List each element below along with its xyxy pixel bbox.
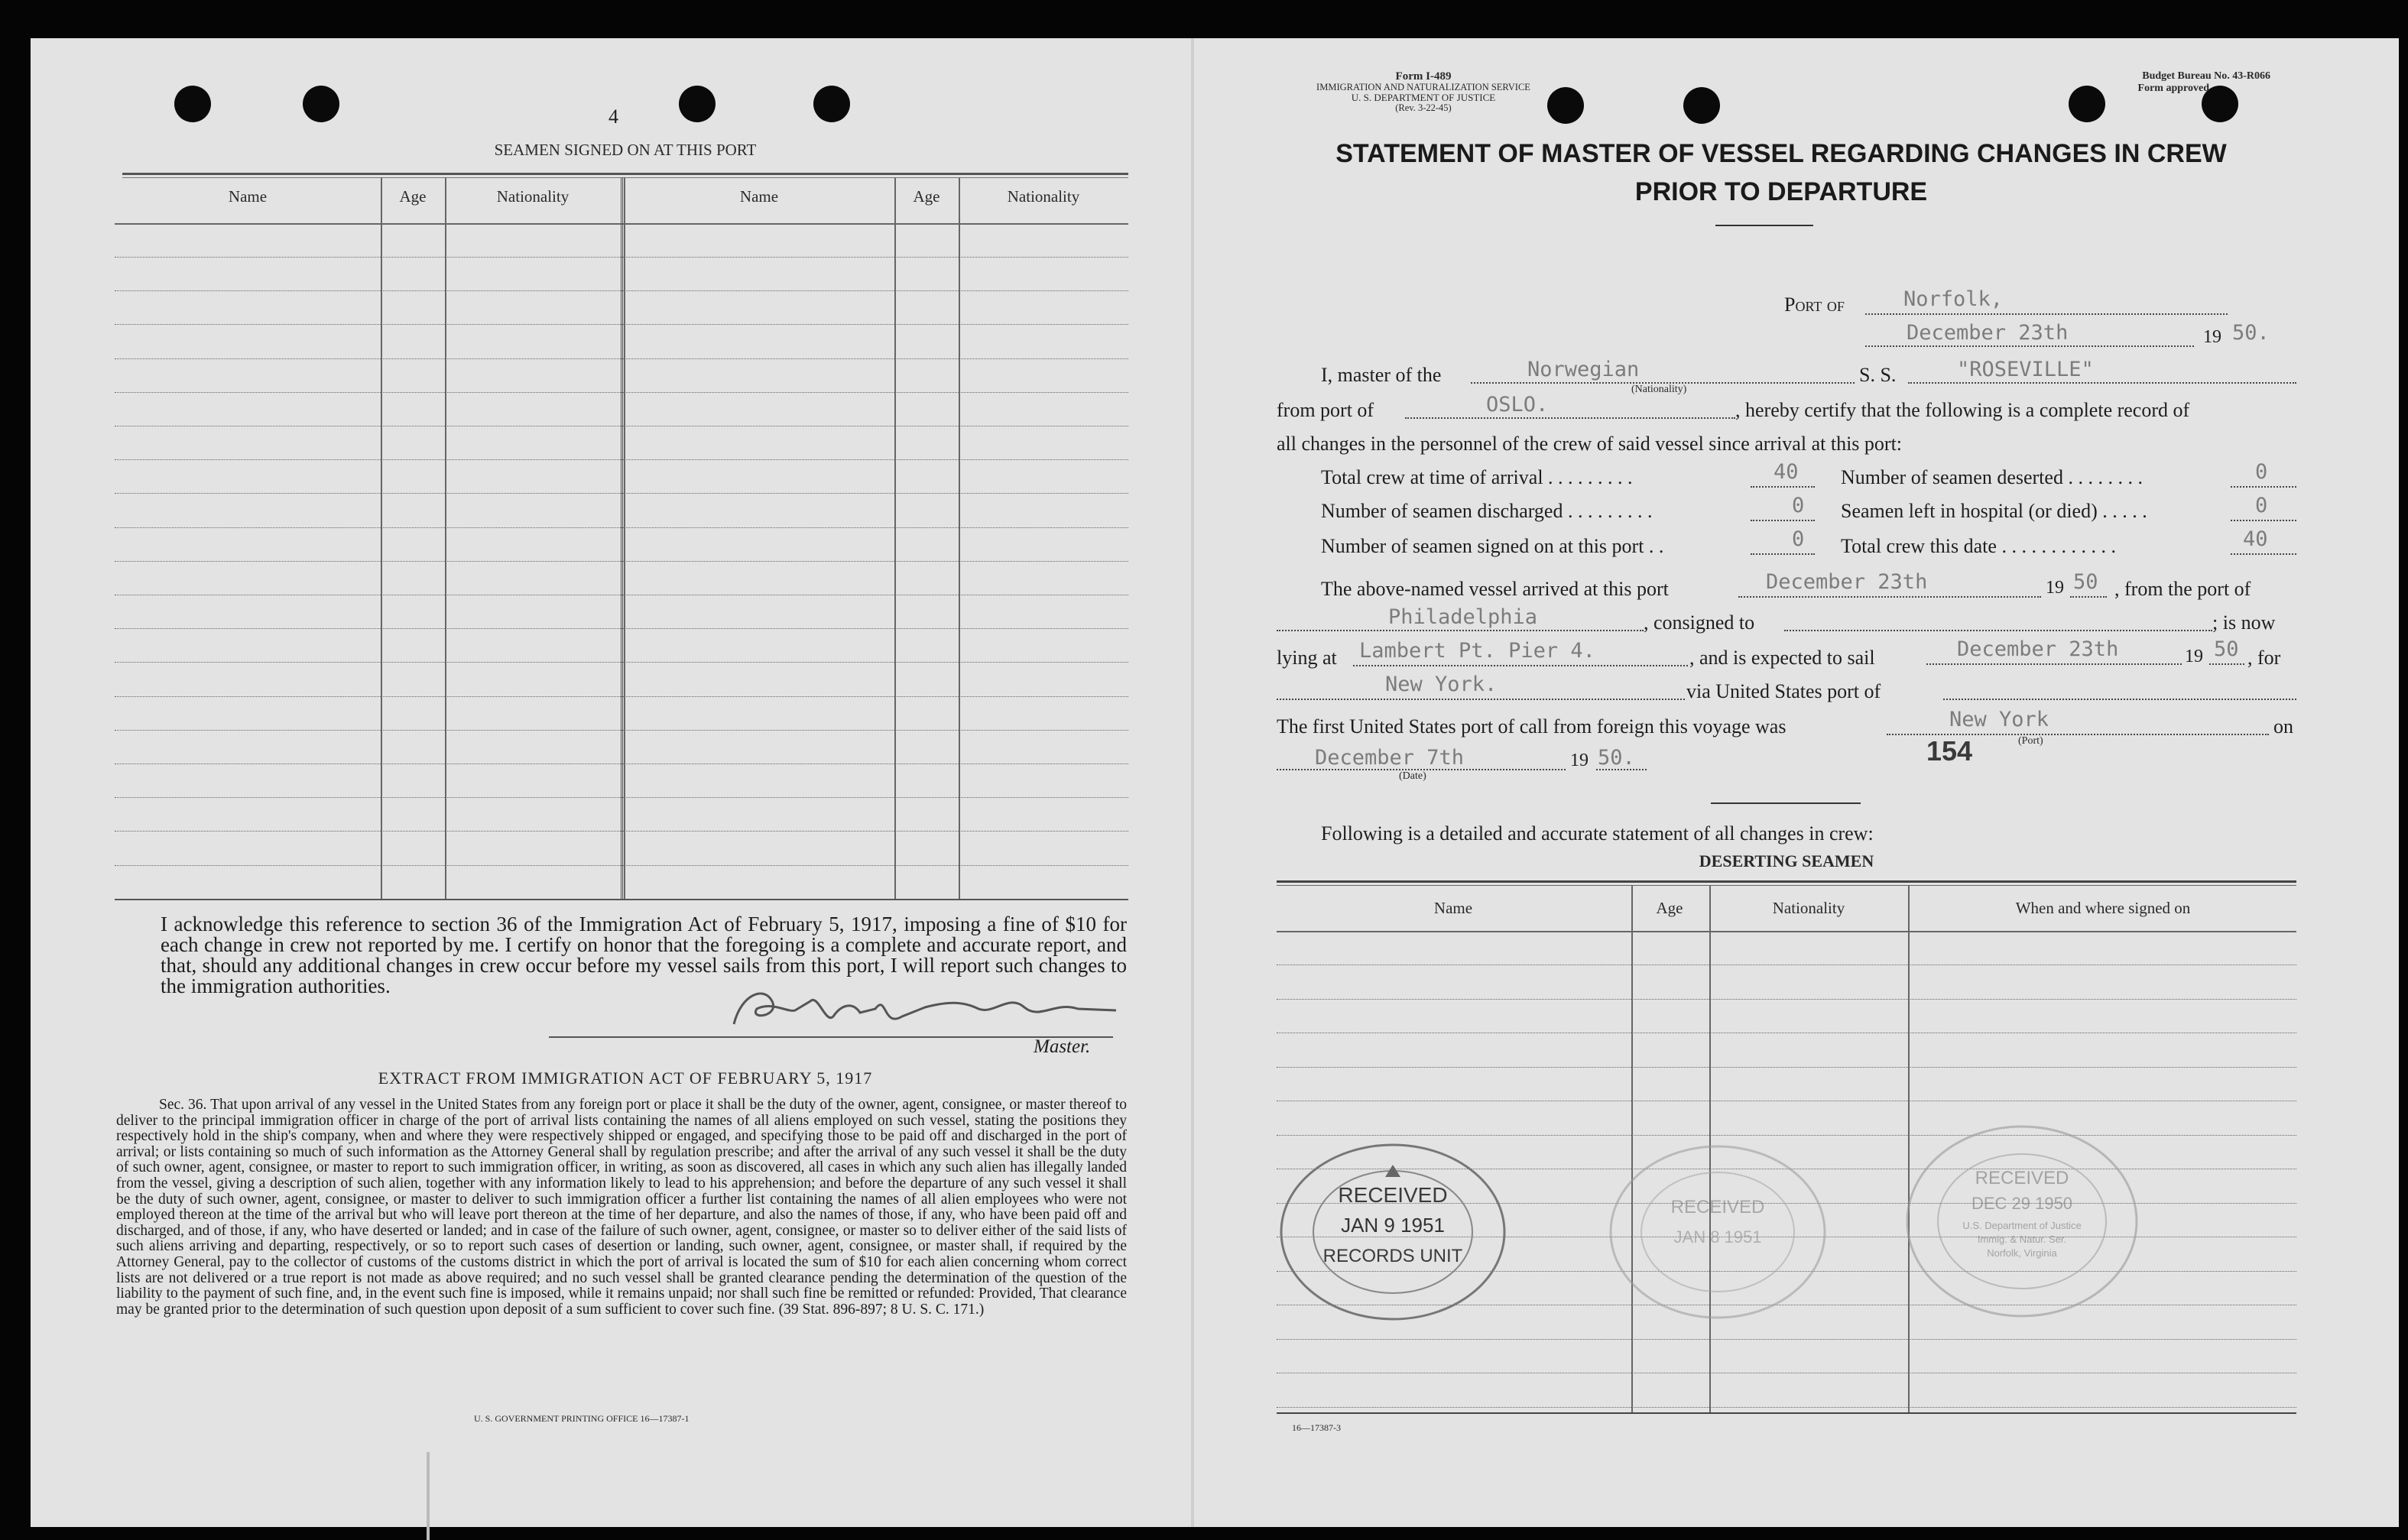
consigned-label: , consigned to <box>1644 611 1755 634</box>
table-row-line <box>115 257 1128 258</box>
signed-on-label: Number of seamen signed on at this port . . <box>1321 535 1664 557</box>
table-row-line <box>115 290 1128 291</box>
year-value: 50. <box>2232 321 2270 345</box>
agency-line2: U. S. DEPARTMENT OF JUSTICE <box>1351 92 1496 103</box>
first-port-label: The first United States port of call from foreign this voyage was <box>1277 715 1787 738</box>
form-approval: Form approved <box>2137 83 2209 94</box>
form-number: Form I-489 <box>1395 70 1452 83</box>
table-row-line <box>115 797 1128 798</box>
sail-year-prefix: 19 <box>2185 647 2203 666</box>
extract-title: EXTRACT FROM IMMIGRATION ACT OF FEBRUARY 5, 1917 <box>378 1068 873 1088</box>
expected-label: , and is expected to sail <box>1689 647 1875 669</box>
table-row-line <box>115 358 1128 359</box>
desert-col-name: Name <box>1433 899 1473 917</box>
hospital-value: 0 <box>2255 494 2268 517</box>
table-row-line <box>1277 1135 2296 1136</box>
first-port-value: New York <box>1949 708 2049 731</box>
for-label: , for <box>2247 647 2281 669</box>
table-row-line <box>115 459 1128 460</box>
punch-hole <box>174 86 211 122</box>
nationality-caption: (Nationality) <box>1631 384 1687 395</box>
table-row-line <box>115 392 1128 393</box>
signed-on-value: 0 <box>1792 527 1805 551</box>
desert-col-age: Age <box>1656 899 1683 917</box>
is-now-label: ; is now <box>2212 611 2276 634</box>
table-row-line <box>115 730 1128 731</box>
lying-value: Lambert Pt. Pier 4. <box>1359 639 1595 663</box>
table-row-line <box>115 696 1128 697</box>
agency-line1: IMMIGRATION AND NATURALIZATION SERVICE <box>1316 82 1530 92</box>
total-crew-date-label: Total crew this date . . . . . . . . . . . . <box>1841 535 2116 557</box>
revision: (Rev. 3-22-45) <box>1395 102 1452 113</box>
punch-hole <box>813 86 850 122</box>
received-stamp-norfolk <box>1903 1122 2140 1321</box>
table-row-line <box>115 865 1128 866</box>
via-label: via United States port of <box>1686 680 1881 702</box>
total-crew-date-value: 40 <box>2243 527 2268 551</box>
left-printer-line: U. S. GOVERNMENT PRINTING OFFICE 16—17387-1 <box>474 1413 690 1424</box>
arrived-year-prefix: 19 <box>2046 578 2064 598</box>
arrived-date: December 23th <box>1766 570 1928 594</box>
stamp3-line1: U.S. Department of Justice <box>1962 1220 2082 1231</box>
first-port-year: 50. <box>1598 746 1635 770</box>
date-caption: (Date) <box>1399 770 1426 782</box>
col-header-age: Age <box>913 187 940 206</box>
stamp2-date: JAN 8 1951 <box>1673 1227 1762 1247</box>
date-value: December 23th <box>1907 321 2069 345</box>
col-header-name: Name <box>739 187 779 206</box>
received-stamp-faint <box>1607 1142 1829 1322</box>
destination-value: New York. <box>1385 673 1498 696</box>
port-label: Port of <box>1784 293 1845 316</box>
first-port-year-prefix: 19 <box>1570 751 1589 770</box>
form-title-line2: PRIOR TO DEPARTURE <box>1634 177 1928 206</box>
page-fold <box>1191 38 1194 1527</box>
stamp1-unit: RECORDS UNIT <box>1322 1246 1463 1266</box>
table-row-line <box>115 831 1128 832</box>
table-title: SEAMEN SIGNED ON AT THIS PORT <box>494 141 757 159</box>
sail-date: December 23th <box>1957 637 2119 661</box>
table-row-line <box>115 324 1128 325</box>
master-label: I, master of the <box>1321 364 1442 386</box>
col-header-nationality: Nationality <box>1007 187 1080 206</box>
deserted-label: Number of seamen deserted . . . . . . . . <box>1841 466 2143 488</box>
from-port-of-label: , from the port of <box>2114 578 2251 600</box>
stamp3-title: RECEIVED <box>1975 1168 2069 1188</box>
table-row-line <box>1277 1067 2296 1068</box>
first-port-date: December 7th <box>1315 746 1465 770</box>
stamp3-date: DEC 29 1950 <box>1971 1194 2073 1213</box>
table-row-line <box>1277 1407 2296 1408</box>
port-caption: (Port) <box>2018 735 2043 747</box>
stamp1-date: JAN 9 1951 <box>1341 1214 1445 1237</box>
certify-text: , hereby certify that the following is a complete record of <box>1735 399 2190 421</box>
stamp3-line2: Immig. & Natur. Ser. <box>1977 1234 2067 1245</box>
stamp2-title: RECEIVED <box>1670 1197 1765 1217</box>
ship-name: "ROSEVILLE" <box>1957 358 2094 381</box>
extract-text: Sec. 36. That upon arrival of any vessel in the United States from any foreign port or place it shall be the duty of the owner, agent, consignee, or master thereof to deliver to the principal immigration officer in charge of the port of arrival lists containing the names of all aliens employed on such vessel, stating the positions they respectively hold in the ship's company, when and where they were respectively shipped or engaged, and specifying those to be paid off and discharged in the port of arrival; or lists containing so much of such information as the Attorney General shall by regulation prescribe; and after the arrival of any such vessel it shall be the duty of such owner, agent, consignee, or master to report to such immigration officer, in writing, as soon as discovered, all cases in which any such alien has illegally landed from the vessel, giving a description of such alien, together with any information likely to lead to his apprehension; and before the departure of any such vessel it shall be the duty of such owner, agent, consignee, or master to deliver to such immigration officer a further list containing the names of all alien employees who were not employed thereon at the time of the arrival but who will leave port thereon at the time of her departure, and also the names of those, if any, who have been paid off and discharged, and of those, if any, who have deserted or landed; and in case of the failure of such owner, agent, consignee, or master so to deliver either of the said lists of such aliens arriving and departing, respectively, or so to report such cases of desertion or landing, such owner, agent, consignee, or master shall, if required by the Attorney General, pay to the collector of customs of the customs district in which the port of arrival is located the sum of $10 for each alien concerning whom correct lists are not delivered or a true report is not made as above required; and no such vessel shall be granted clearance pending the determination of the question of the liability to the payment of such fine, and, in the event such fine is imposed, while it remains unpaid; nor shall such fine be remitted or refunded: Provided, That clearance may be granted prior to the determination of such question upon deposit of a sum sufficient to cover such fine. (39 Stat. 896-897; 8 U. S. C. 171.) <box>116 1097 1127 1318</box>
edge-mark <box>427 1452 430 1540</box>
table-row-line <box>115 527 1128 528</box>
form-title-line1: STATEMENT OF MASTER OF VESSEL REGARDING CHANGES IN CREW <box>1335 139 2227 168</box>
punch-hole <box>1683 87 1720 124</box>
year-prefix: 19 <box>2203 327 2221 347</box>
master-label: Master. <box>1034 1036 1091 1057</box>
received-stamp-records-unit <box>1278 1142 1507 1322</box>
arrived-year: 50 <box>2073 570 2098 594</box>
discharged-label: Number of seamen discharged . . . . . . . . . <box>1321 500 1653 522</box>
desert-col-signed-on: When and where signed on <box>2015 899 2191 917</box>
discharged-value: 0 <box>1792 494 1805 517</box>
from-port-of-value: Philadelphia <box>1388 605 1538 629</box>
table-row-line <box>1277 1339 2296 1340</box>
acknowledgment-text: I acknowledge this reference to section 36 of the Immigration Act of February 5, 1917, imposing a fine of $10 for each change in crew not reported by me. I certify on honor that the foregoing is a complete and accurate report, and that, should any additional changes in crew occur before my vessel sails from this port, I will report such changes to the immigration authorities. <box>161 913 1127 997</box>
on-label: on <box>2273 715 2293 738</box>
col-header-age: Age <box>399 187 427 206</box>
nationality-value: Norwegian <box>1527 358 1640 381</box>
punch-hole <box>679 86 716 122</box>
stamp3-line3: Norfolk, Virginia <box>1987 1247 2057 1259</box>
hospital-label: Seamen left in hospital (or died) . . . . . <box>1841 500 2147 522</box>
desert-col-nationality: Nationality <box>1772 899 1845 917</box>
stamp-number: 154 <box>1926 735 1973 767</box>
budget-bureau: Budget Bureau No. 43-R066 <box>2142 70 2270 82</box>
arrived-label: The above-named vessel arrived at this port <box>1321 578 1669 600</box>
deserted-value: 0 <box>2255 460 2268 484</box>
page-number: 4 <box>608 105 618 128</box>
certify-text-2: all changes in the personnel of the crew of said vessel since arrival at this port: <box>1277 433 1903 455</box>
from-port-label: from port of <box>1277 399 1374 421</box>
col-header-nationality: Nationality <box>496 187 570 206</box>
punch-hole <box>303 86 339 122</box>
following-text: Following is a detailed and accurate statement of all changes in crew: <box>1321 822 1874 845</box>
stamp1-title: RECEIVED <box>1338 1183 1448 1207</box>
col-header-name: Name <box>228 187 268 206</box>
total-crew-arrival-label: Total crew at time of arrival . . . . . . . . . <box>1321 466 1633 488</box>
right-printer-line: 16—17387-3 <box>1292 1422 1341 1433</box>
port-value: Norfolk, <box>1903 287 2004 311</box>
table-row-line <box>115 561 1128 562</box>
lying-label: lying at <box>1277 647 1337 669</box>
total-crew-arrival-value: 40 <box>1774 460 1799 484</box>
master-signature <box>719 978 1131 1039</box>
ss-label: S. S. <box>1859 364 1897 386</box>
from-port-value: OSLO. <box>1486 393 1549 417</box>
table-row-line <box>1277 999 2296 1000</box>
table-row-line <box>115 662 1128 663</box>
table-row-line <box>115 628 1128 629</box>
deserting-title: DESERTING SEAMEN <box>1699 851 1874 871</box>
table-row-line <box>115 493 1128 494</box>
sail-year: 50 <box>2214 637 2239 661</box>
